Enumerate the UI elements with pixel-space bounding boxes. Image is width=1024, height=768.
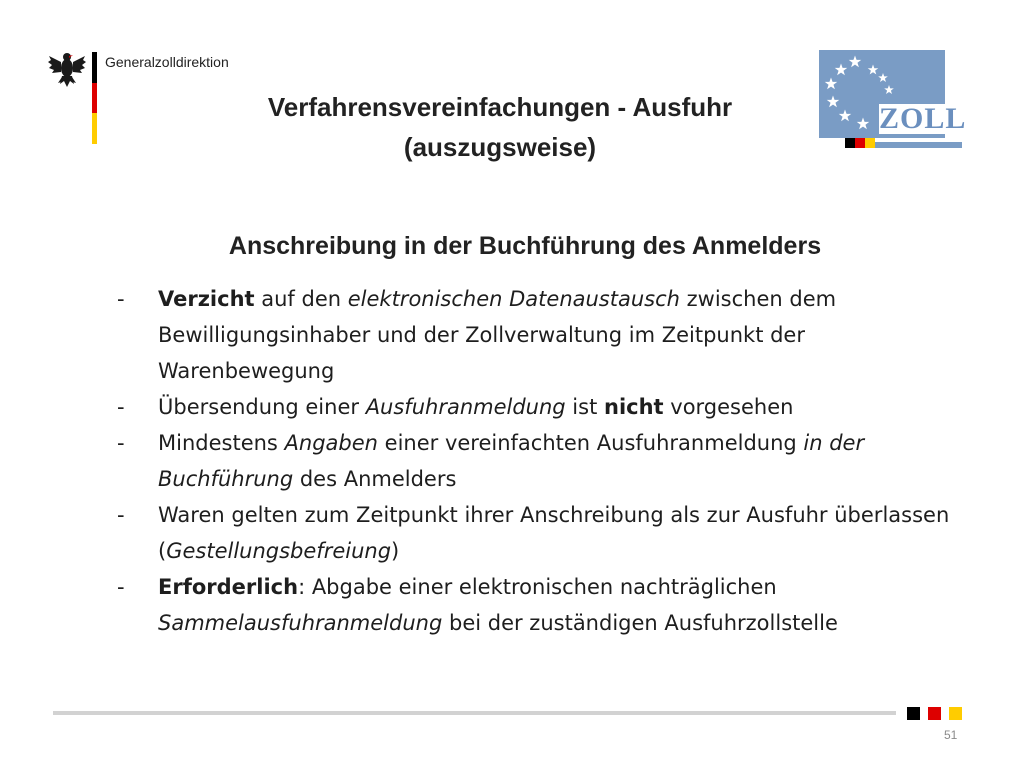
bullet-text-segment: ist bbox=[565, 395, 604, 419]
slide-subtitle: Anschreibung in der Buchführung des Anmelders bbox=[228, 232, 822, 260]
flag-square-gold bbox=[865, 138, 875, 148]
bullet-text-segment: : Abgabe einer elektronischen nachträglichen bbox=[298, 575, 777, 599]
bullet-item bbox=[117, 389, 977, 425]
zoll-logo-underline bbox=[874, 142, 962, 148]
bullet-item bbox=[117, 497, 977, 569]
bullet-text-segment: Erforderlich bbox=[158, 575, 299, 599]
bullet-text-segment: auf den bbox=[254, 287, 348, 311]
flag-stripe-gold bbox=[92, 113, 97, 144]
bullet-text-segment: ) bbox=[391, 539, 400, 563]
bullet-marker: - bbox=[117, 575, 125, 599]
agency-name: Generalzolldirektion bbox=[105, 54, 229, 70]
zoll-logo-flag bbox=[845, 138, 875, 148]
flag-square-gold bbox=[949, 707, 962, 720]
bullet-marker: - bbox=[117, 287, 125, 311]
federal-eagle-icon bbox=[48, 50, 86, 90]
bullet-list bbox=[117, 281, 977, 641]
bullet-text-segment: nicht bbox=[604, 395, 664, 419]
slide-title bbox=[190, 87, 810, 167]
bullet-text-segment: elektronischen Datenaustausch bbox=[347, 287, 680, 311]
slide-title-line-2: (auszugsweise) bbox=[403, 132, 597, 162]
flag-square-black bbox=[845, 138, 855, 148]
bullet-marker: - bbox=[117, 395, 125, 419]
bullet-text-segment: des Anmelders bbox=[293, 467, 457, 491]
bullet-text-segment: Verzicht bbox=[158, 287, 255, 311]
footer-flag-squares bbox=[907, 707, 962, 720]
footer-divider bbox=[53, 711, 896, 715]
flag-square-red bbox=[855, 138, 865, 148]
bullet-text-segment: zwischen dem Bewilligungsinhaber und der Zollverwaltung im Zeitpunkt der Warenbewegung bbox=[158, 287, 837, 383]
zoll-logo bbox=[817, 50, 965, 153]
bullet-text-segment: in der Buchführung bbox=[158, 431, 865, 491]
bullet-text-segment: einer vereinfachten Ausfuhranmeldung bbox=[377, 431, 804, 455]
flag-square-black bbox=[907, 707, 920, 720]
bullet-item bbox=[117, 425, 977, 497]
bullet-item bbox=[117, 281, 977, 389]
bullet-text-segment: bei der zuständigen Ausfuhrzollstelle bbox=[442, 611, 838, 635]
bullet-text-segment: Waren gelten zum Zeitpunkt ihrer Anschreibung als zur Ausfuhr überlassen ( bbox=[158, 503, 950, 563]
slide-title-line-1: Verfahrensvereinfachungen - Ausfuhr bbox=[267, 92, 733, 122]
bullet-marker: - bbox=[117, 431, 125, 455]
flag-square-red bbox=[928, 707, 941, 720]
bullet-text-segment: Gestellungsbefreiung bbox=[166, 539, 392, 563]
german-flag-bar bbox=[92, 52, 97, 144]
flag-stripe-black bbox=[92, 52, 97, 83]
flag-stripe-red bbox=[92, 83, 97, 114]
bullet-marker: - bbox=[117, 503, 125, 527]
zoll-logo-text: ZOLL bbox=[879, 102, 967, 135]
page-number: 51 bbox=[944, 728, 958, 742]
bullet-text-segment: Angaben bbox=[284, 431, 378, 455]
bullet-text-segment: Sammelausfuhranmeldung bbox=[158, 611, 443, 635]
bullet-text-segment: Übersendung einer bbox=[158, 395, 366, 419]
bullet-text-segment: Mindestens bbox=[158, 431, 285, 455]
bullet-text-segment: vorgesehen bbox=[663, 395, 794, 419]
bullet-text-segment: Ausfuhranmeldung bbox=[365, 395, 566, 419]
bullet-item bbox=[117, 569, 977, 641]
